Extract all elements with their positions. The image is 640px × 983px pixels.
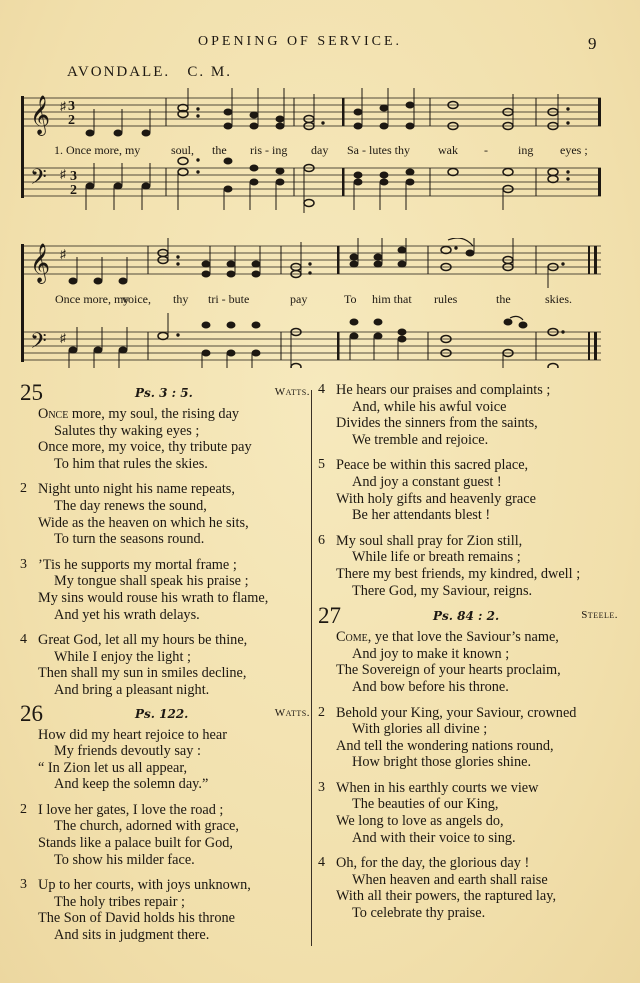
tune-name: AVONDALE. [67,64,171,80]
svg-text:3: 3 [68,99,75,114]
hymn-author: Watts. [274,386,310,398]
stanza-number: 2 [20,801,27,817]
stanza-number: 2 [20,481,27,497]
first-word: Once [38,406,69,422]
stanza: How did my heart rejoice to hear My friends devoutly say : “ In Zion let us all appear, And keep the solemn day.” [38,726,227,793]
svg-text:𝄞: 𝄞 [30,95,51,135]
lyric-syllable: tri - bute [208,292,250,306]
lyric-syllable: day [311,143,329,157]
stanza: 2 Night unto night his name repeats, The day renews the sound, Wide as the heaven on which he sits, To turn the seasons round. [20,481,249,548]
stanza: Come, ye that love the Saviour’s name, And joy to make it known ; The Sovereign of your hearts proclaim, And bow before his throne. [336,629,561,695]
hymn-number: 26 [20,700,43,726]
svg-text:3: 3 [70,169,77,184]
stanza-number: 4 [318,855,325,871]
lyric-syllable: ris - ing [250,143,288,157]
stanza: 3 ’Tis he supports my mortal frame ; My tongue shall speak his praise ; My sins would rouse his wrath to flame, And yet his wrath delays. [20,556,269,623]
lyric-syllable: rules [434,292,458,306]
lyric-syllable: Once more, my [55,292,130,306]
lyric-syllable: - [484,143,488,157]
scripture-reference: Ps. 84 : 2. [433,609,500,624]
svg-text:𝄢: 𝄢 [30,165,47,195]
stanza: 4 Oh, for the day, the glorious day ! When heaven and earth shall raise With all their powers, the raptured lay, To celebrate thy praise. [318,855,557,922]
first-word: Come [336,629,368,646]
hymn-author: Watts. [274,706,310,719]
scripture-reference: Ps. 122. [135,706,189,721]
lyric-syllable: 1. Once more, my [54,143,141,157]
hymn-26-header [20,700,310,727]
stanza-number: 6 [318,532,325,548]
lyric-syllable: him that [372,292,412,306]
lyric-syllable: skies. [545,292,572,306]
stanza-number: 3 [318,779,325,795]
stanza: 6 My soul shall pray for Zion still, While life or breath remains ; There my best friends, my kindred, dwell ; There God, my Saviour, reigns. [318,532,581,599]
lyric-syllable: wak [438,143,458,157]
lyric-syllable: Sa - lutes thy [347,143,410,157]
column-divider [311,390,312,946]
stanza: 4 Great God, let all my hours be thine, While I enjoy the light ; Then shall my sun in smiles decline, And bring a pleasant night. [20,632,248,698]
lyric-syllable: To [344,292,357,306]
svg-text:♯: ♯ [60,331,66,345]
stanza-number: 4 [20,632,27,648]
hymn-25-header [20,382,310,406]
music-system-1 [18,88,603,213]
lyric-syllable: ing [518,143,534,157]
left-column [20,382,310,953]
tune-meter: C. M. [187,64,232,80]
svg-text:2: 2 [68,113,75,128]
music-system-2 [18,238,603,368]
lyric-syllable: voice, [122,292,151,306]
section-title: OPENING OF SERVICE. [198,34,403,49]
stanza: 4 He hears our praises and complaints ; And, while his awful voice Divides the sinners from the saints, We tremble and rejoice. [318,382,551,448]
lyric-syllable: pay [290,292,308,306]
hymn-27-header [318,605,618,629]
lyric-syllable: soul, [171,143,195,157]
stanza-number: 3 [20,877,27,893]
lyric-syllable: thy [173,292,189,306]
stanza-number: 5 [318,457,325,473]
svg-text:♯: ♯ [60,247,66,261]
svg-text:𝄞: 𝄞 [30,243,51,283]
hymn-author: Steele. [581,609,618,622]
hymn-number: 25 [20,380,43,405]
stanza: 2 I love her gates, I love the road ; The church, adorned with grace, Stands like a palace built for God, To show his milder face. [20,801,239,868]
tune-title [67,64,232,81]
lyric-syllable: the [212,143,227,157]
hymn-number: 27 [318,603,341,629]
stanza: Once more, my soul, the rising day Salutes thy waking eyes ; Once more, my voice, thy tribute pay To him that rules the skies. [38,406,252,472]
stanza-number: 4 [318,382,325,397]
stanza-number: 2 [318,704,325,720]
stanza-number: 3 [20,556,27,572]
svg-text:♯: ♯ [60,99,66,113]
svg-text:2: 2 [70,183,77,198]
stanza: 2 Behold your King, your Saviour, crowned With glories all divine ; And tell the wondering nations round, How bright those glories shine. [318,704,577,771]
svg-text:♯: ♯ [60,167,66,181]
stanza: 3 Up to her courts, with joys unknown, The holy tribes repair ; The Son of David holds his throne And sits in judgment there. [20,877,251,944]
scripture-reference: Ps. 3 : 5. [135,386,193,400]
stanza: 3 When in his earthly courts we view The beauties of our King, We long to love as angels do, And with their voice to sing. [318,779,539,846]
lyric-syllable: eyes ; [560,143,588,157]
right-column [318,382,618,931]
svg-text:𝄢: 𝄢 [30,329,47,359]
lyric-syllable: the [496,292,511,306]
stanza: 5 Peace be within this sacred place, And joy a constant guest ! With holy gifts and heavenly grace Be her attendants blest ! [318,457,536,524]
page-number: 9 [588,34,597,53]
